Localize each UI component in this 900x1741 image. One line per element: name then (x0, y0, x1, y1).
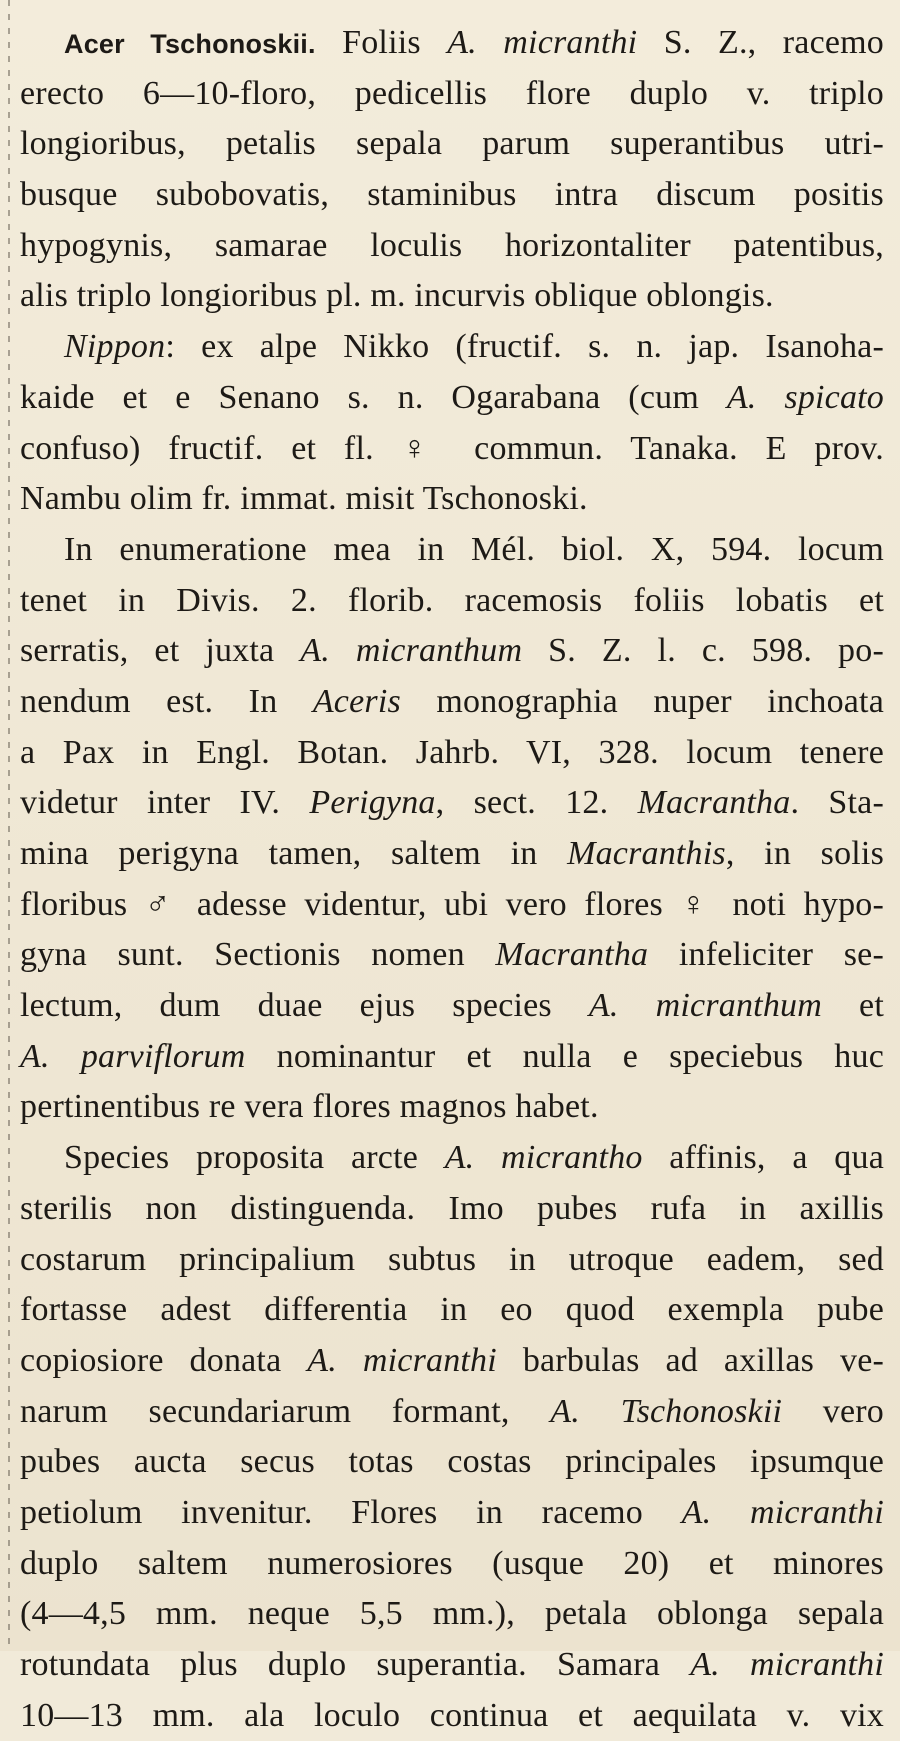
text-line: sterilis non distinguenda. Imo pubes rufa in axillis (20, 1189, 884, 1227)
text-line: alis triplo longioribus pl. m. incurvis oblique oblongis. (20, 277, 774, 315)
text-line: copiosiore donata A. micranthi barbulas ad axillas ve- (20, 1341, 885, 1379)
text-line: pubes aucta secus totas costas principales ipsumque (20, 1443, 884, 1481)
text-line: Nambu olim fr. immat. misit Tschonoski. (20, 480, 588, 518)
species-title: Acer Tschonoskii. (64, 29, 316, 59)
document-text (20, 18, 884, 1741)
text-line: (4—4,5 mm. neque 5,5 mm.), petala oblonga sepala (20, 1595, 884, 1633)
text-line: hypogynis, samarae loculis horizontaliter patentibus, (20, 226, 884, 264)
text-line: gyna sunt. Sectionis nomen Macrantha infeliciter se- (20, 936, 884, 974)
text-line: longioribus, petalis sepala parum superantibus utri- (20, 125, 884, 163)
page-edge (8, 0, 10, 1651)
text-line: pertinentibus re vera flores magnos habet. (20, 1088, 599, 1126)
text-line: confuso) fructif. et fl. ♀ commun. Tanaka. E prov. (20, 429, 884, 467)
text-line: erecto 6—10-floro, pedicellis flore duplo v. triplo (20, 74, 884, 112)
text-line: narum secundariarum formant, A. Tschonoskii vero (20, 1392, 884, 1430)
text-line: tenet in Divis. 2. florib. racemosis foliis lobatis et (20, 581, 884, 619)
text-line: videtur inter IV. Perigyna, sect. 12. Macrantha. Sta- (20, 784, 884, 822)
text-line: duplo saltem numerosiores (usque 20) et minores (20, 1544, 884, 1582)
text-line: floribus ♂ adesse videntur, ubi vero flores ♀ noti hypo- (20, 885, 884, 923)
text-line: costarum principalium subtus in utroque eadem, sed (20, 1240, 884, 1278)
text-line: Acer Tschonoskii. Foliis A. micranthi S. Z., racemo (64, 24, 884, 61)
text-line: mina perigyna tamen, saltem in Macranthis, in solis (20, 835, 885, 872)
text-line: serratis, et juxta A. micranthum S. Z. l. c. 598. po- (20, 632, 884, 670)
text-line: fortasse adest differentia in eo quod exempla pube (20, 1291, 884, 1329)
text-line: rotundata plus duplo superantia. Samara A. micranthi (20, 1646, 884, 1683)
text-line: A. parviflorum nominantur et nulla e speciebus huc (20, 1037, 884, 1075)
text-line: Species proposita arcte A. micrantho affinis, a qua (64, 1139, 884, 1177)
text-line: busque subobovatis, staminibus intra discum positis (20, 176, 884, 214)
text-line: nendum est. In Aceris monographia nuper inchoata (20, 682, 884, 720)
text-line: petiolum invenitur. Flores in racemo A. micranthi (20, 1493, 885, 1531)
text-line: In enumeratione mea in Mél. biol. X, 594. locum (64, 530, 884, 568)
text-line: 10—13 mm. ala loculo continua et aequilata v. vix (20, 1696, 884, 1734)
text-line: kaide et e Senano s. n. Ogarabana (cum A. spicato (20, 378, 884, 416)
text-line: a Pax in Engl. Botan. Jahrb. VI, 328. locum tenere (20, 733, 884, 771)
text-line: Nippon: ex alpe Nikko (fructif. s. n. jap. Isanoha- (64, 328, 884, 366)
text-line: lectum, dum duae ejus species A. micranthum et (20, 987, 884, 1025)
